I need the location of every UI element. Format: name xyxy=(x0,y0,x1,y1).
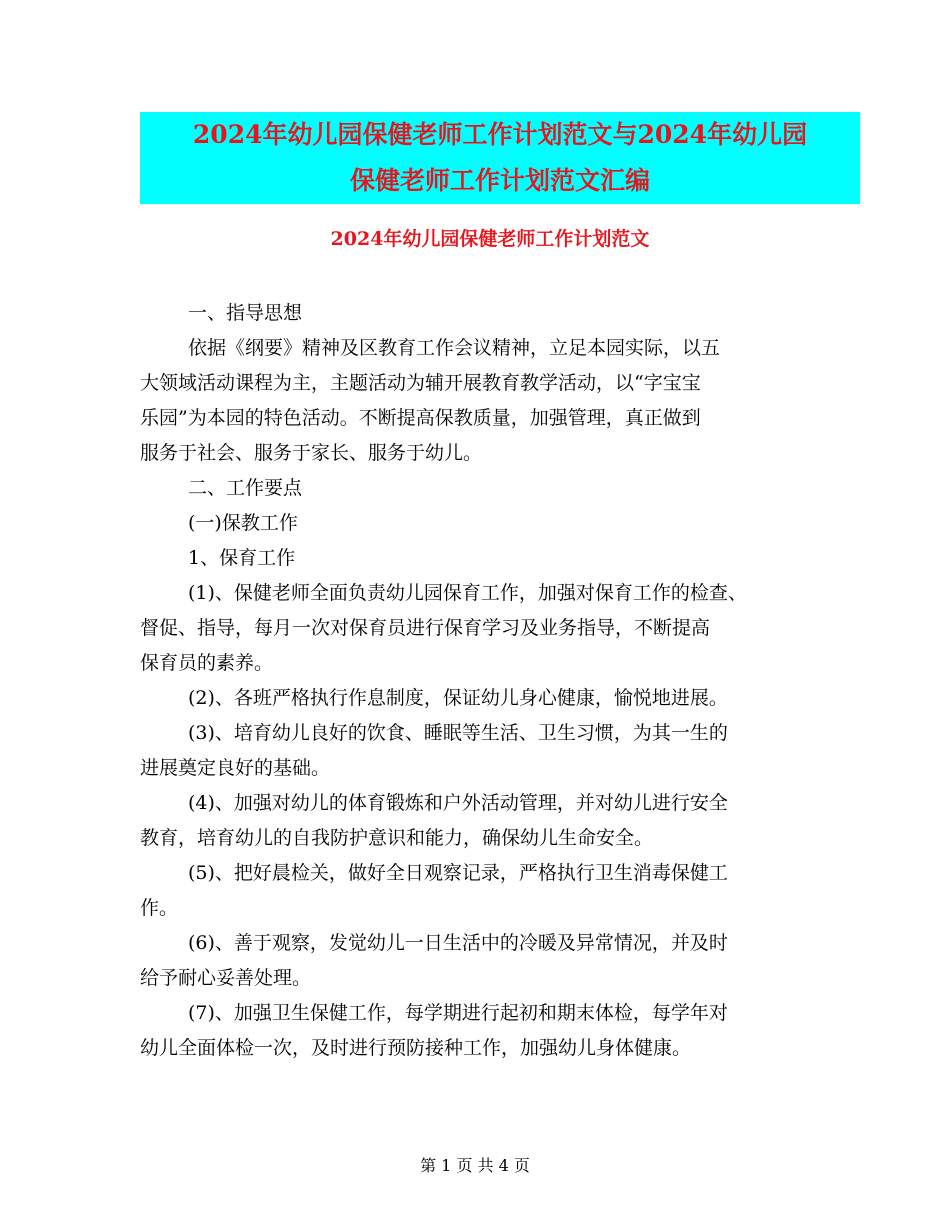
paragraph-line: 1、保育工作 xyxy=(188,547,296,569)
page-footer: 第 1 页 共 4 页 xyxy=(420,1156,530,1175)
paragraph xyxy=(140,471,830,506)
paragraph-line: 二、工作要点 xyxy=(188,477,303,499)
paragraph-line: (1)、保健老师全面负责幼儿园保育工作，加强对保育工作的检查、 xyxy=(188,582,747,604)
paragraph-line: 乐园”为本园的特色活动。不断提高保教质量，加强管理，真正做到 xyxy=(140,407,701,429)
paragraph-line: 一、指导思想 xyxy=(188,302,303,324)
paragraph-line: 教育，培育幼儿的自我防护意识和能力，确保幼儿生命安全。 xyxy=(140,827,654,849)
paragraph-line: 督促、指导，每月一次对保育员进行保育学习及业务指导，不断提高 xyxy=(140,617,711,639)
paragraph-line: 服务于社会、服务于家长、服务于幼儿。 xyxy=(140,442,483,464)
paragraph xyxy=(140,926,830,996)
document-title xyxy=(140,112,860,204)
paragraph-line: 作。 xyxy=(140,897,179,919)
paragraph-line: (4)、加强对幼儿的体育锻炼和户外活动管理，并对幼儿进行安全 xyxy=(188,792,728,814)
document-body xyxy=(140,296,830,1066)
paragraph-line: 依据《纲要》精神及区教育工作会议精神，立足本园实际，以五 xyxy=(188,337,721,359)
paragraph xyxy=(140,716,830,786)
paragraph xyxy=(140,681,830,716)
paragraph xyxy=(140,856,830,926)
paragraph-line: (2)、各班严格执行作息制度，保证幼儿身心健康，愉悦地进展。 xyxy=(188,687,728,709)
paragraph xyxy=(140,296,830,331)
paragraph-line: 给予耐心妥善处理。 xyxy=(140,967,312,989)
paragraph xyxy=(140,996,830,1066)
title-line-1: 2024年幼儿园保健老师工作计划范文与2024年幼儿园 xyxy=(192,120,808,149)
paragraph-line: (7)、加强卫生保健工作，每学期进行起初和期末体检，每学年对 xyxy=(188,1002,728,1024)
paragraph-line: (5)、把好晨检关，做好全日观察记录，严格执行卫生消毒保健工 xyxy=(188,862,728,884)
paragraph-line: 幼儿全面体检一次，及时进行预防接种工作，加强幼儿身体健康。 xyxy=(140,1037,692,1059)
paragraph xyxy=(140,786,830,856)
section-title: 2024年幼儿园保健老师工作计划范文 xyxy=(330,228,650,250)
paragraph xyxy=(140,541,830,576)
paragraph-line: 大领域活动课程为主，主题活动为辅开展教育教学活动，以“字宝宝 xyxy=(140,372,701,394)
paragraph-line: 进展奠定良好的基础。 xyxy=(140,757,331,779)
paragraph-line: 保育员的素养。 xyxy=(140,652,274,674)
title-line-2: 保健老师工作计划范文汇编 xyxy=(349,166,650,195)
paragraph xyxy=(140,576,830,681)
paragraph-line: (6)、善于观察，发觉幼儿一日生活中的冷暖及异常情况，并及时 xyxy=(188,932,728,954)
paragraph xyxy=(140,506,830,541)
paragraph-line: (3)、培育幼儿良好的饮食、睡眠等生活、卫生习惯，为其一生的 xyxy=(188,722,728,744)
paragraph-line: (一)保教工作 xyxy=(188,512,298,534)
paragraph xyxy=(140,331,830,471)
